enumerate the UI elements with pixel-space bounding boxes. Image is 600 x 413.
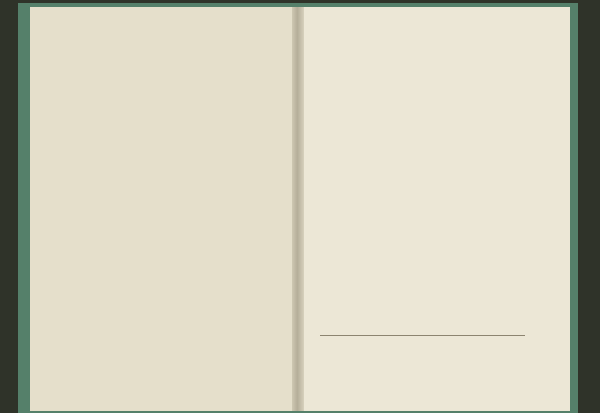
book-gutter — [292, 7, 304, 411]
divider — [320, 335, 525, 336]
left-page — [30, 7, 295, 411]
right-page — [300, 7, 570, 411]
